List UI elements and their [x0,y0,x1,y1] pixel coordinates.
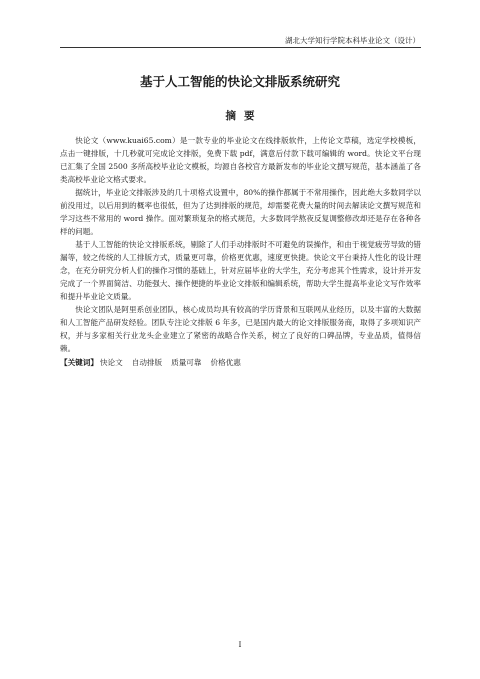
keywords-line [60,356,421,369]
keyword-item: 价格优惠 [210,358,241,367]
abstract-paragraph: 快论文团队是阿里系创业团队，核心成员均具有较高的学历背景和互联网从业经历，以及丰富的大数据和人工智能产品研发经验。团队专注论文排版 6 年多，已是国内最大的论文排版服务商，取得了多项知识产权，并与多家相关行业龙头企业建立了紧密的战略合作关系，树立了良好的口碑品牌，专业品质，值得信赖。 [60,305,421,353]
abstract-heading: 摘要 [225,110,263,122]
keyword-item: 质量可靠 [171,358,202,367]
header-rule [60,47,421,48]
abstract-paragraph: 基于人工智能的快论文排版系统，剔除了人们手动排版时不可避免的误操作，和由于视觉疲劳导致的错漏等，较之传统的人工排版方式，质量更可靠，价格更优惠，速度更快捷。快论文平台秉持人性化的设计理念，在充分研究分析人们的操作习惯的基础上，针对应届毕业的大学生，充分考虑其个性需求，设计并开发完成了一个界面简洁、功能强大、操作便捷的毕业论文排版和编辑系统，帮助大学生提高毕业论文写作效率和提升毕业论文质量。 [60,240,421,301]
abstract-paragraph: 快论文（www.kuai65.com）是一款专业的毕业论文在线排版软件，上传论文草稿，选定学校模板，点击一键排版，十几秒就可完成论文排版，免费下载 pdf，满意后付款下载可编辑的 word。快论文平台现已汇集了全国 2500 多所高校毕业论文模板，均源自各校官方最新发布的毕业论文撰写规范，基本涵盖了各类高校毕业论文格式要求。 [60,136,421,184]
paper-title: 基于人工智能的快论文排版系统研究 [139,74,340,89]
abstract-body [60,134,421,369]
keyword-item: 自动排版 [131,358,163,367]
running-header: 湖北大学知行学院本科毕业论文（设计） [285,36,420,45]
keywords-label: 【关键词】 [60,358,98,367]
keyword-item: 快论文 [99,358,123,367]
page-number: I [238,640,242,649]
abstract-paragraph: 据统计，毕业论文排版涉及的几十项格式设置中，80%的操作都属于不常用操作，因此绝大多数同学以前没用过，以后用到的概率也很低，但为了达到排版的规范，却需要花费大量的时间去解读论文撰写规范和学习这些不常用的 word 操作。面对繁琐复杂的格式规范，大多数同学熬夜反复调整修改却还是存在各种各样的问题。 [60,188,421,236]
